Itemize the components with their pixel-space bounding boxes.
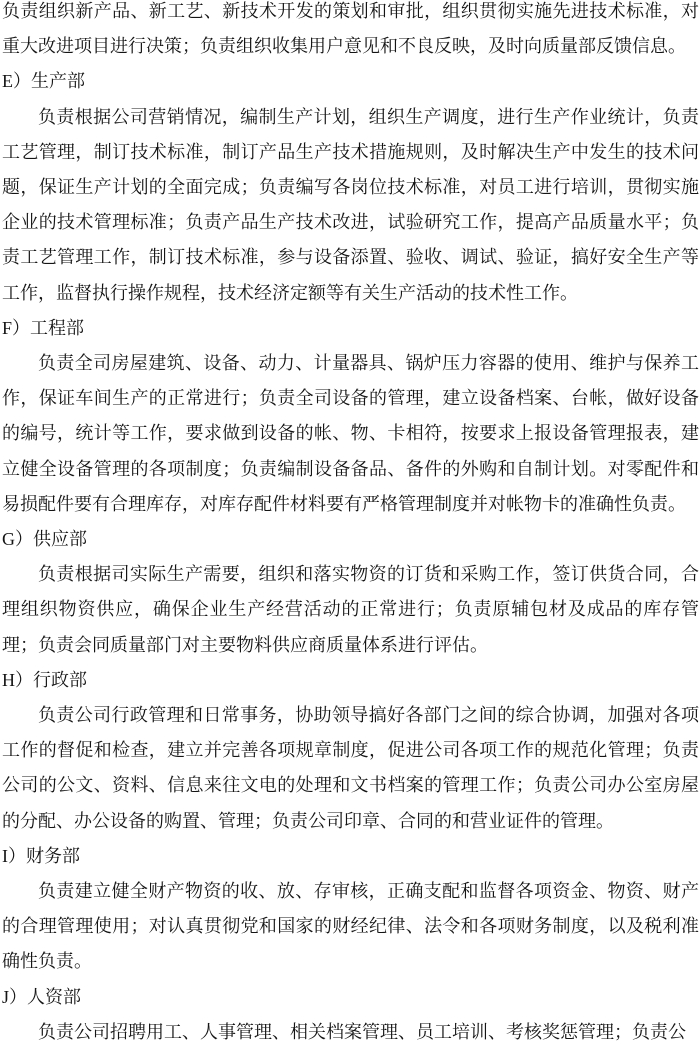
- section-heading-production: E）生产部: [2, 71, 85, 92]
- document-body: [2, 0, 699, 1050]
- section-heading-hr: J）人资部: [2, 986, 82, 1007]
- paragraph: 负责公司招聘用工、人事管理、相关档案管理、员工培训、考核奖惩管理；负责公: [38, 1021, 686, 1042]
- paragraph: 负责建立健全财产物资的收、放、存审核，正确支配和监督各项资金、物资、财产的合理管理使用；对认真贯彻党和国家的财经纪律、法令和各项财务制度，以及税利准确性负责。: [2, 881, 699, 972]
- section-heading-supply: G）供应部: [2, 529, 87, 550]
- paragraph: 负责公司行政管理和日常事务，协助领导搞好各部门之间的综合协调，加强对各项工作的督促和检查，建立并完善各项规章制度，促进公司各项工作的规范化管理；负责公司的公文、资料、信息来往文电的处理和文书档案的管理工作；负责公司办公室房屋的分配、办公设备的购置、管理；负责公司印章、合同的和营业证件的管理。: [2, 705, 699, 831]
- section-heading-admin: H）行政部: [2, 669, 87, 690]
- section-heading-engineering: F）工程部: [2, 317, 85, 338]
- paragraph: 负责根据司实际生产需要，组织和落实物资的订货和采购工作，签订供货合同，合理组织物资供应，确保企业生产经营活动的正常进行；负责原辅包材及成品的库存管理；负责会同质量部门对主要物料供应商质量体系进行评估。: [2, 564, 699, 655]
- paragraph: 负责全司房屋建筑、设备、动力、计量器具、锅炉压力容器的使用、维护与保养工作，保证车间生产的正常进行；负责全司设备的管理，建立设备档案、台帐，做好设备的编号，统计等工作，要求做到设备的帐、物、卡相符，按要求上报设备管理报表，建立健全设备管理的各项制度；负责编制设备备品、备件的外购和自制计划。对零配件和易损配件要有合理库存，对库存配件材料要有严格管理制度并对帐物卡的准确性负责。: [2, 353, 699, 514]
- section-heading-finance: I）财务部: [2, 845, 80, 866]
- paragraph: 负责组织新产品、新工艺、新技术开发的策划和审批，组织贯彻实施先进技术标准，对重大改进项目进行决策；负责组织收集用户意见和不良反映，及时向质量部反馈信息。: [2, 1, 699, 57]
- paragraph: 负责根据公司营销情况，编制生产计划，组织生产调度，进行生产作业统计，负责工艺管理，制订技术标准，制订产品生产技术措施规则，及时解决生产中发生的技术问题，保证生产计划的全面完成；负责编写各岗位技术标准，对员工进行培训，贯彻实施企业的技术管理标准；负责产品生产技术改进，试验研究工作，提高产品质量水平；负责工艺管理工作，制订技术标准，参与设备添置、验收、调试、验证，搞好安全生产等工作，监督执行操作规程，技术经济定额等有关生产活动的技术性工作。: [2, 106, 699, 303]
